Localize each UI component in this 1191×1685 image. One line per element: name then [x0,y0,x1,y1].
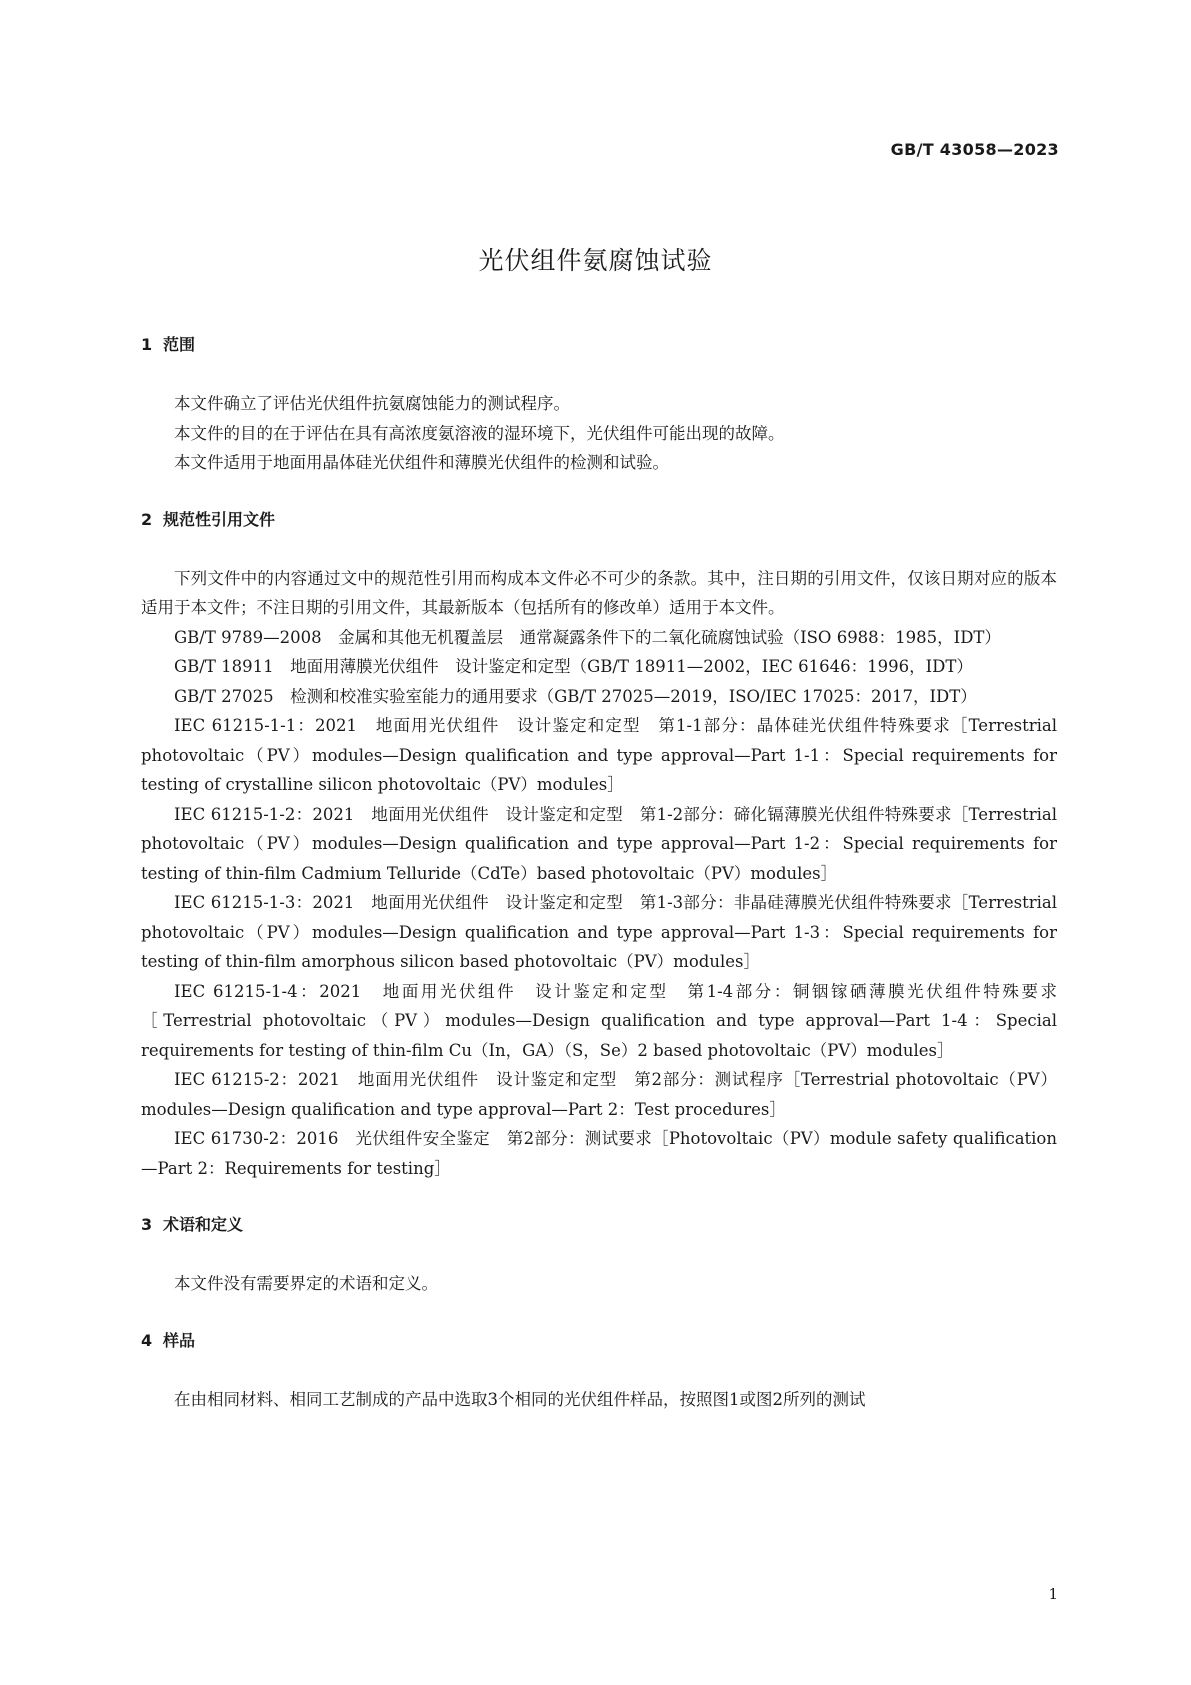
section-heading [141,334,1057,356]
section-title: 规范性引用文件 [163,509,276,529]
section-number: 2 [141,509,153,529]
standard-code: GB/T 43058—2023 [890,140,1059,159]
section-samples [141,1330,1057,1415]
section-number: 1 [141,335,153,354]
paragraph: 本文件的目的在于评估在具有高浓度氨溶液的湿环境下，光伏组件可能出现的故障。 [174,423,785,443]
paragraph: 本文件适用于地面用晶体硅光伏组件和薄膜光伏组件的检测和试验。 [174,453,669,472]
document-title: 光伏组件氨腐蚀试验 [478,246,713,275]
section-terms [141,1214,1057,1299]
reference-item: IEC 61215-1-1：2021 地面用光伏组件 设计鉴定和定型 第1-1部分：晶体硅光伏组件特殊要求［Terrestrial photovoltaic（PV）modules—Design qualification and type approval—Part 1-1：Special requirements for testing of crystalline silicon photovoltaic（PV）modules］ [141,716,1057,794]
reference-item: GB/T 27025 检测和校准实验室能力的通用要求（GB/T 27025—2019，ISO/IEC 17025：2017，IDT） [174,686,977,706]
section-scope [141,334,1057,478]
section-number: 4 [141,1330,153,1350]
paragraph: 本文件没有需要界定的术语和定义。 [174,1274,438,1293]
paragraph: 下列文件中的内容通过文中的规范性引用而构成本文件必不可少的条款。其中，注日期的引用文件，仅该日期对应的版本适用于本文件；不注日期的引用文件，其最新版本（包括所有的修改单）适用于本文件。 [141,568,1057,617]
paragraph: 在由相同材料、相同工艺制成的产品中选取3个相同的光伏组件样品，按照图1或图2所列的测试 [174,1389,866,1409]
reference-item: GB/T 9789—2008 金属和其他无机覆盖层 通常凝露条件下的二氧化硫腐蚀试验（ISO 6988：1985，IDT） [174,627,1001,647]
page-number: 1 [1048,1585,1058,1603]
section-heading [141,509,1057,531]
paragraph: 本文件确立了评估光伏组件抗氨腐蚀能力的测试程序。 [174,394,570,413]
section-title: 样品 [163,1330,196,1350]
reference-item: IEC 61215-1-4：2021 地面用光伏组件 设计鉴定和定型 第1-4部分：铜铟镓硒薄膜光伏组件特殊要求［Terrestrial photovoltaic（PV）modules—Design qualification and type approval—Part 1-4：Special requirements for testing of thin-film Cu（In，GA）（S，Se）2 based photovoltaic（PV）modules］ [141,981,1057,1060]
document-body [141,334,1057,1414]
section-heading [141,1214,1057,1236]
section-heading [141,1330,1057,1352]
section-normative-references [141,509,1057,1184]
section-title: 范围 [163,335,196,354]
reference-item: IEC 61730-2：2016 光伏组件安全鉴定 第2部分：测试要求［Photovoltaic（PV）module safety qualification—Part 2：Requirements for testing］ [141,1129,1057,1178]
reference-item: GB/T 18911 地面用薄膜光伏组件 设计鉴定和定型（GB/T 18911—2002，IEC 61646：1996，IDT） [174,657,973,676]
reference-item: IEC 61215-1-3：2021 地面用光伏组件 设计鉴定和定型 第1-3部分：非晶硅薄膜光伏组件特殊要求［Terrestrial photovoltaic（PV）modules—Design qualification and type approval—Part 1-3：Special requirements for testing of thin-film amorphous silicon based photovoltaic（PV）modules］ [141,893,1057,971]
section-number: 3 [141,1215,153,1234]
reference-item: IEC 61215-2：2021 地面用光伏组件 设计鉴定和定型 第2部分：测试程序［Terrestrial photovoltaic（PV）modules—Design qualification and type approval—Part 2：Test procedures］ [141,1070,1057,1119]
reference-item: IEC 61215-1-2：2021 地面用光伏组件 设计鉴定和定型 第1-2部分：碲化镉薄膜光伏组件特殊要求［Terrestrial photovoltaic（PV）modules—Design qualification and type approval—Part 1-2：Special requirements for testing of thin-film Cadmium Telluride（CdTe）based photovoltaic（PV）modules］ [141,804,1057,883]
section-title: 术语和定义 [163,1215,244,1234]
